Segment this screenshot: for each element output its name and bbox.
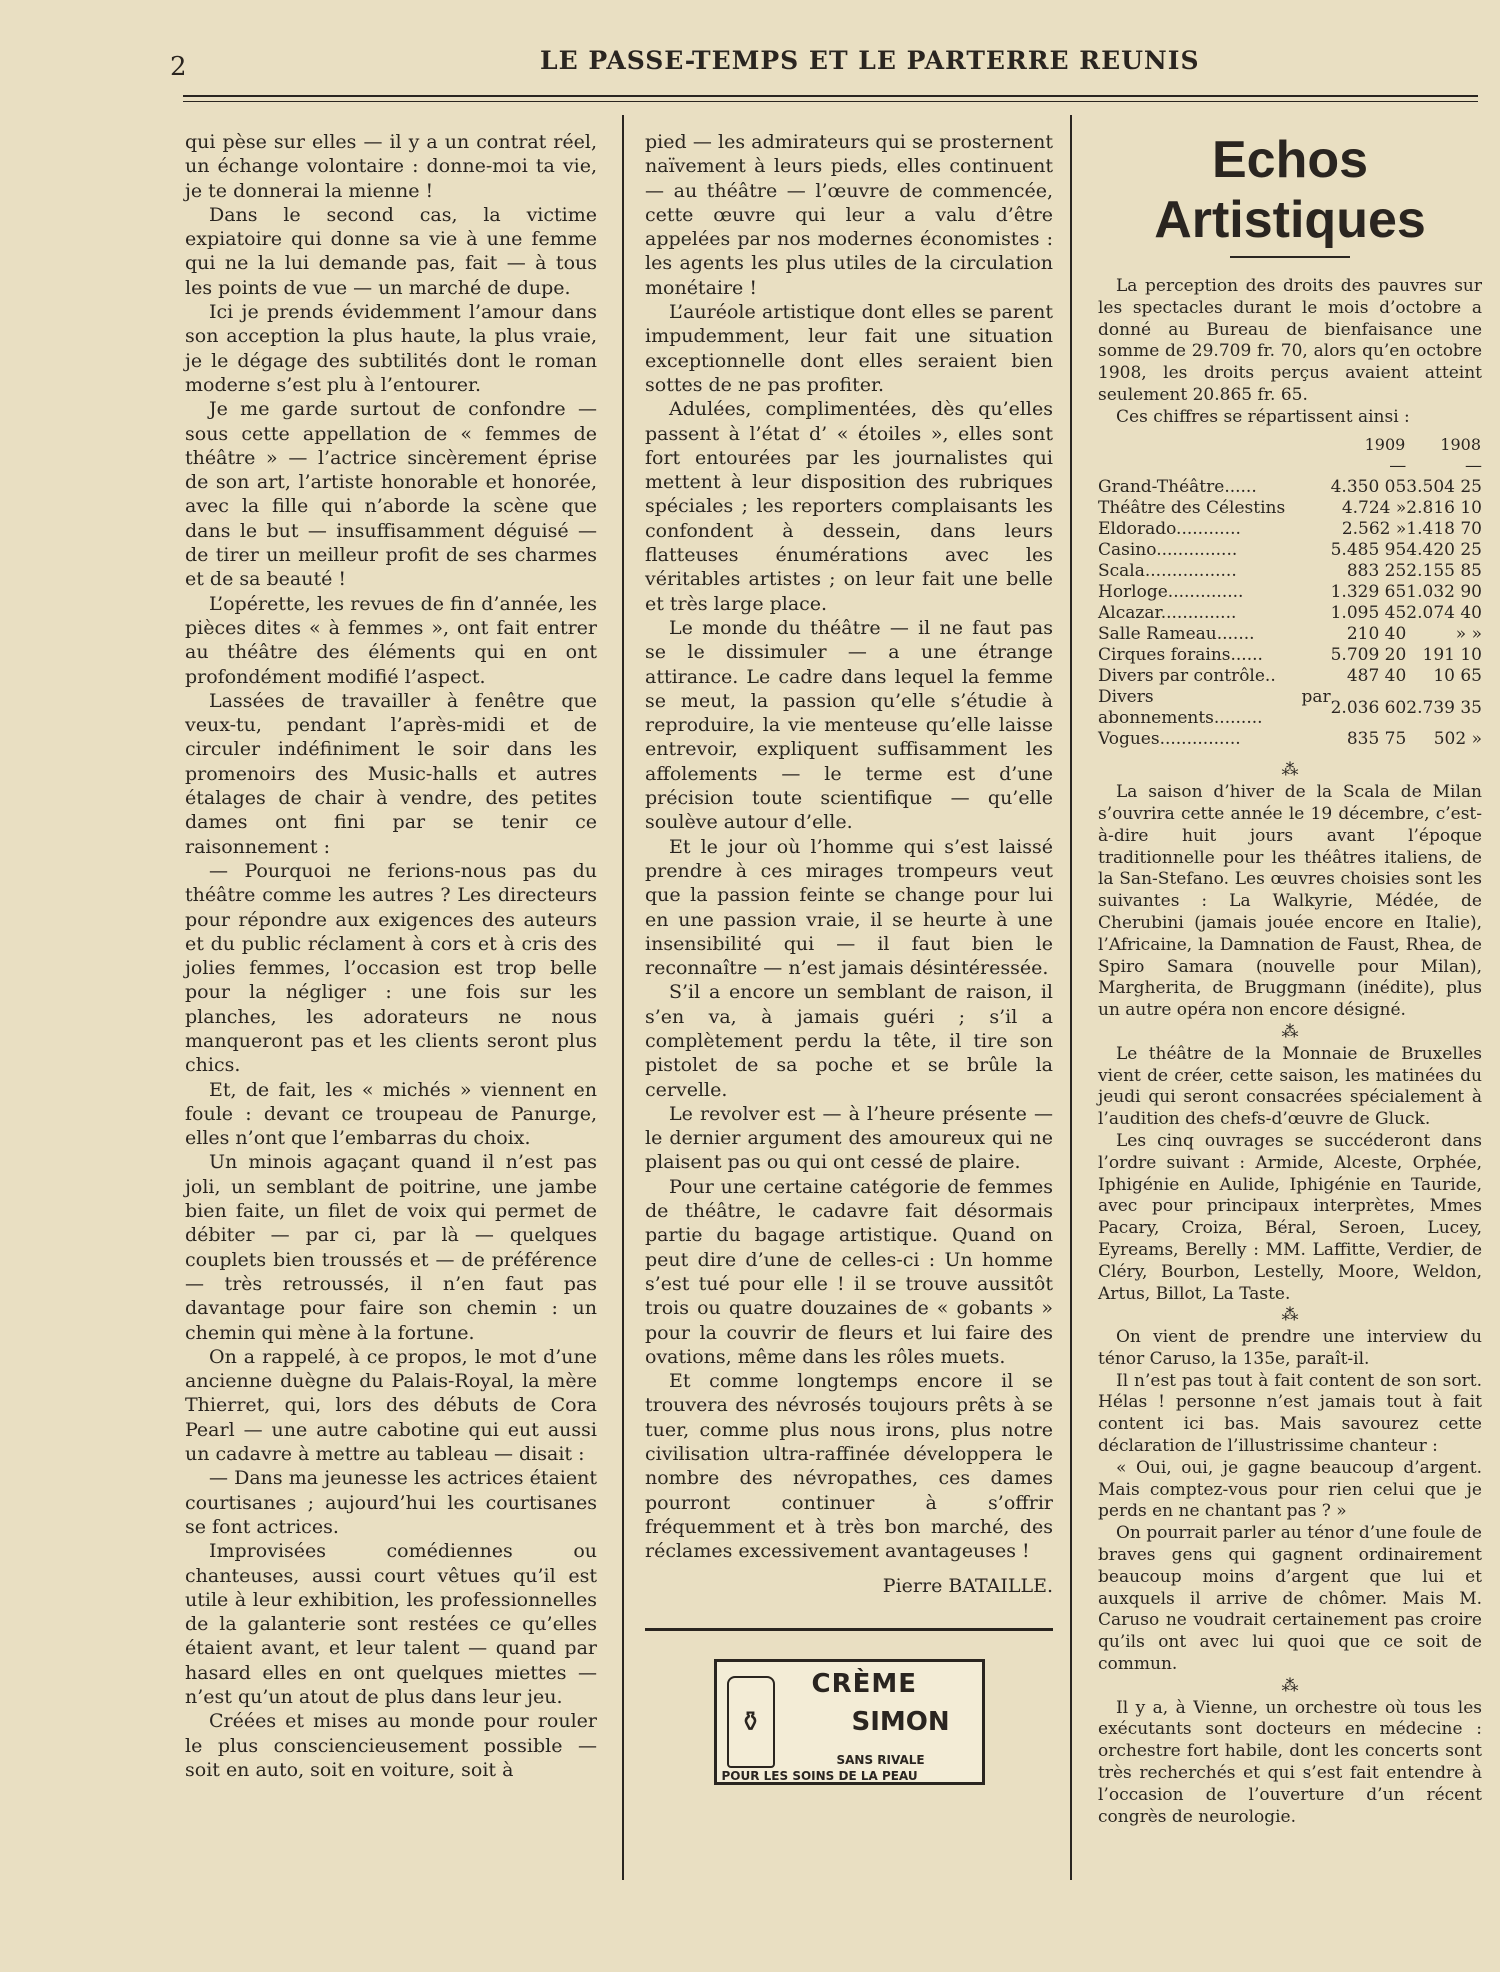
- page-number: 2: [170, 52, 187, 82]
- paragraph: On pourrait parler au ténor d’une foule de braves gens qui gagnent ordinairement beaucoup moins d’argent que lui et auxquels il arrive de chômer. Mais M. Caruso ne voudrait certainement pas croire qu’ils ont avec lui quoi que ce soit de commun.: [1098, 1523, 1482, 1675]
- ad-line-3: SANS RIVALE: [836, 1752, 925, 1767]
- table-row: Horloge.............. 1.329 65 1.032 90: [1098, 582, 1482, 603]
- paragraph: Le revolver est — à l’heure présente — le dernier argument des amoureux qui ne plaisent pas ou qui ont cessé de plaire.: [645, 1102, 1053, 1174]
- advertisement: [714, 1659, 985, 1785]
- paragraph: Il n’est pas tout à fait content de son sort. Hélas ! personne n’est jamais tout à fait content ici bas. Mais savourez cette déclaration de l’illustrissime chanteur :: [1098, 1370, 1482, 1457]
- table-row: Théâtre des Célestins 4.724 » 2.816 10: [1098, 498, 1482, 519]
- table-row: Vogues............... 835 75 502 »: [1098, 729, 1482, 750]
- paragraph: L’auréole artistique dont elles se parent impudemment, leur fait une situation exceptionnelle dont elles seraient bien sottes de ne pas profiter.: [645, 301, 1053, 396]
- star-separator: ⁂: [1281, 760, 1299, 781]
- masthead: LE PASSE-TEMPS ET LE PARTERRE REUNIS: [540, 46, 1200, 75]
- paragraph: Ces chiffres se répartissent ainsi :: [1116, 406, 1410, 427]
- paragraph: Et le jour où l’homme qui s’est laissé prendre à ces mirages trompeurs veut que la passion feinte se change pour lui en une passion vraie, il se heurte à une insensibilité qui — il faut bien le reconnaître — n’est jamais désintéressée.: [645, 835, 1053, 980]
- paragraph: pied — les admirateurs qui se prosternent naïvement à leurs pieds, elles continuent — au théâtre — l’œuvre de commencée, cette œuvre qui leur a valu d’être appelées par nos modernes économistes : les agents les plus utiles de la circulation monétaire !: [645, 131, 1053, 299]
- paragraph: Improvisées comédiennes ou chanteuses, aussi court vêtues qu’il est utile à leur exhibition, les professionnelles de la galanterie sont restées ce qu’elles étaient avant, et leur talent — quand par hasard elles en ont quelques miettes — n’est qu’un atout de plus dans leur jeu.: [185, 1540, 597, 1708]
- table-row: Eldorado............ 2.562 » 1.418 70: [1098, 519, 1482, 540]
- table-dash-row: [1098, 456, 1482, 477]
- dash: —: [1389, 456, 1407, 477]
- column-2: [645, 130, 1053, 1785]
- paragraph: Ici je prends évidemment l’amour dans son acception la plus haute, la plus vraie, je le dégage des subtilités dont le roman moderne s’est plu à l’entourer.: [185, 301, 597, 396]
- star-separator: ⁂: [1281, 1675, 1299, 1696]
- dash: —: [1465, 456, 1482, 477]
- table-row: Cirques forains...... 5.709 20 191 10: [1098, 645, 1482, 666]
- paragraph: Le monde du théâtre — il ne faut pas se le dissimuler — a une étrange attirance. Le cadre dans lequel la femme se meut, la passion qu’elle s’étudie à reproduire, la vie menteuse qu’elle laisse entrevoir, expliquent suffisamment les affolements — le terme est d’une précision toute scientifique — qu’elle soulève autour d’elle.: [645, 616, 1053, 834]
- column-rule-1: [622, 115, 624, 1880]
- paragraph: Dans le second cas, la victime expiatoire qui donne sa vie à une femme qui ne la lui demande pas, fait — à tous les points de vue — un marché de dupe.: [185, 203, 597, 299]
- header-rule: [183, 95, 1478, 102]
- paragraph: « Oui, oui, je gagne beaucoup d’argent. Mais comptez-vous pour rien celui que je perds en ne chantant pas ? »: [1098, 1457, 1482, 1522]
- author-signature: Pierre BATAILLE.: [882, 1574, 1053, 1597]
- table-row: Grand-Théâtre...... 4.350 05 3.504 25: [1098, 477, 1482, 498]
- table-row: Salle Rameau....... 210 40 » »: [1098, 624, 1482, 645]
- paragraph: Lassées de travailler à fenêtre que veux-tu, pendant l’après-midi et de circuler indéfiniment le soir dans les promenoirs des Music-halls et autres étalages de chair à vendre, des petites dames ont fini par se tenir ce raisonnement :: [185, 689, 597, 858]
- column-1: [185, 130, 597, 1782]
- col-header-1908: 1908: [1440, 434, 1481, 454]
- paragraph: L’opérette, les revues de fin d’année, les pièces dites « à femmes », ont fait entrer au théâtre des éléments qui en ont profondément modifié l’aspect.: [185, 592, 597, 688]
- paragraph: On vient de prendre une interview du ténor Caruso, la 135e, paraît-il.: [1098, 1327, 1482, 1369]
- section-title: Echos Artistiques: [1154, 131, 1426, 249]
- star-separator: ⁂: [1281, 1021, 1299, 1042]
- paragraph: — Dans ma jeunesse les actrices étaient courtisanes ; aujourd’hui les courtisanes se font actrices.: [185, 1467, 597, 1538]
- receipts-table: [1098, 433, 1482, 751]
- ad-line-4: POUR LES SOINS DE LA PEAU: [721, 1768, 918, 1783]
- table-row: Divers par abonnements......... 2.036 60 2.739 35: [1098, 687, 1482, 729]
- col-header-1909: 1909: [1364, 434, 1406, 454]
- table-row: Casino............... 5.485 95 4.420 25: [1098, 540, 1482, 561]
- ad-line-2: SIMON: [851, 1706, 950, 1737]
- paragraph: On a rappelé, à ce propos, le mot d’une ancienne duègne du Palais-Royal, la mère Thierret, qui, lors des débuts de Cora Pearl — une autre cabotine qui eut aussi un cadavre à mettre au tableau — disait :: [185, 1345, 597, 1466]
- paragraph: Adulées, complimentées, dès qu’elles passent à l’état d’ « étoiles », elles sont fort entourées par les journalistes qui mettent à leur disposition des rubriques spéciales ; les reporters complaisants les confondent à dessein, dans leurs flatteuses énumérations avec les véritables artistes ; on leur fait une belle et très large place.: [645, 398, 1053, 615]
- table-header-row: [1098, 433, 1482, 457]
- column-rule-2: [1070, 115, 1072, 1880]
- paragraph: — Pourquoi ne ferions-nous pas du théâtre comme les autres ? Les directeurs pour répondre aux exigences des auteurs et du public réclament à cors et à cris des jolies femmes, l’occasion est trop belle pour la négliger : une fois sur les planches, les adorateurs ne nous manqueront pas et les clients seront plus chics.: [185, 859, 597, 1077]
- table-row: Divers par contrôle.. 487 40 10 65: [1098, 666, 1482, 687]
- paragraph: Et, de fait, les « michés » viennent en foule : devant ce troupeau de Panurge, elles n’ont que l’embarras du choix.: [185, 1078, 597, 1150]
- paragraph: Les cinq ouvrages se succéderont dans l’ordre suivant : Armide, Alceste, Orphée, Iphigénie en Aulide, Iphigénie en Tauride, avec pour principaux interprètes, Mmes Pacary, Croiza, Béral, Seroen, Lucey, Eyreams, Berelly : MM. Laffitte, Verdier, de Cléry, Bourbon, Lestelly, Moore, Weldon, Artus, Billot, La Taste.: [1098, 1130, 1482, 1304]
- paragraph: Et comme longtemps encore il se trouvera des névrosés toujours prêts à se tuer, comme plus nous irons, plus notre civilisation ultra-raffinée développera le nombre des névropathes, ces dames pourront continuer à s’offrir fréquemment et à très bon marché, des réclames excessivement avantageuses !: [645, 1370, 1053, 1563]
- jar-icon: ⚱: [727, 1676, 775, 1768]
- star-separator: ⁂: [1281, 1305, 1299, 1326]
- column-3-echos: [1098, 130, 1482, 1828]
- paragraph: Il y a, à Vienne, un orchestre où tous les exécutants sont docteurs en médecine : orchestre fort habile, dont les concerts sont très recherchés et qui s’est fait entendre à l’occasion de l’ouverture d’un récent congrès de neurologie.: [1098, 1697, 1482, 1827]
- table-row: Scala................. 883 25 2.155 85: [1098, 561, 1482, 582]
- paragraph: La saison d’hiver de la Scala de Milan s’ouvrira cette année le 19 décembre, c’est-à-dire huit jours avant l’époque traditionnelle pour les théâtres italiens, de la San-Stefano. Les œuvres choisies sont les suivantes : La Walkyrie, Médée, de Cherubini (jamais jouée encore en Italie), l’Africaine, la Damnation de Faust, Rhea, de Spiro Samara (nouvelle pour Milan), Margherita, de Bruggmann (inédite), plus un autre opéra non encore désigné.: [1098, 782, 1482, 1021]
- table-row: Alcazar.............. 1.095 45 2.074 40: [1098, 603, 1482, 624]
- ad-line-1: CRÈME: [811, 1668, 917, 1699]
- paragraph: S’il a encore un semblant de raison, il s’en va, à jamais guéri ; s’il a complètement perdu la tête, il tire son pistolet de sa poche et se brûle la cervelle.: [645, 981, 1053, 1101]
- paragraph: Créées et mises au monde pour rouler le plus consciencieusement possible — soit en auto, soit en voiture, soit à: [185, 1710, 597, 1781]
- paragraph: Un minois agaçant quand il n’est pas joli, un semblant de poitrine, une jambe bien faite, un filet de voix qui permet de débiter — par ci, par là — quelques couplets bien troussés et — de préférence — très retroussés, il n’en faut pas davantage pour faire son chemin : un chemin qui mène à la fortune.: [185, 1151, 597, 1344]
- paragraph: La perception des droits des pauvres sur les spectacles durant le mois d’octobre a donné au Bureau de bienfaisance une somme de 29.709 fr. 70, alors qu’en octobre 1908, les droits perçus avaient atteint seulement 20.865 fr. 65.: [1098, 276, 1482, 405]
- paragraph: Le théâtre de la Monnaie de Bruxelles vient de créer, cette saison, les matinées du jeudi qui seront consacrées spécialement à l’audition des chefs-d’œuvre de Gluck.: [1098, 1043, 1482, 1130]
- title-rule: [1230, 256, 1350, 258]
- paragraph: qui pèse sur elles — il y a un contrat réel, un échange volontaire : donne-moi ta vie, je te donnerai la mienne !: [185, 131, 597, 202]
- paragraph: Je me garde surtout de confondre — sous cette appellation de « femmes de théâtre » — l’actrice sincèrement éprise de son art, l’artiste honorable et honorée, avec la fille qui n’aborde la scène que dans le but — insuffisamment déguisé — de tirer un meilleur profit de ses charmes et de sa beauté !: [185, 398, 597, 591]
- paragraph: Pour une certaine catégorie de femmes de théâtre, le cadavre fait désormais partie du bagage artistique. Quand on peut dire d’une de celles-ci : Un homme s’est tué pour elle ! il se trouve aussitôt trois ou quatre douzaines de « gobants » pour la couvrir de fleurs et lui faire des ovations, même dans les rôles muets.: [645, 1175, 1053, 1368]
- advert-rule: [645, 1628, 1053, 1631]
